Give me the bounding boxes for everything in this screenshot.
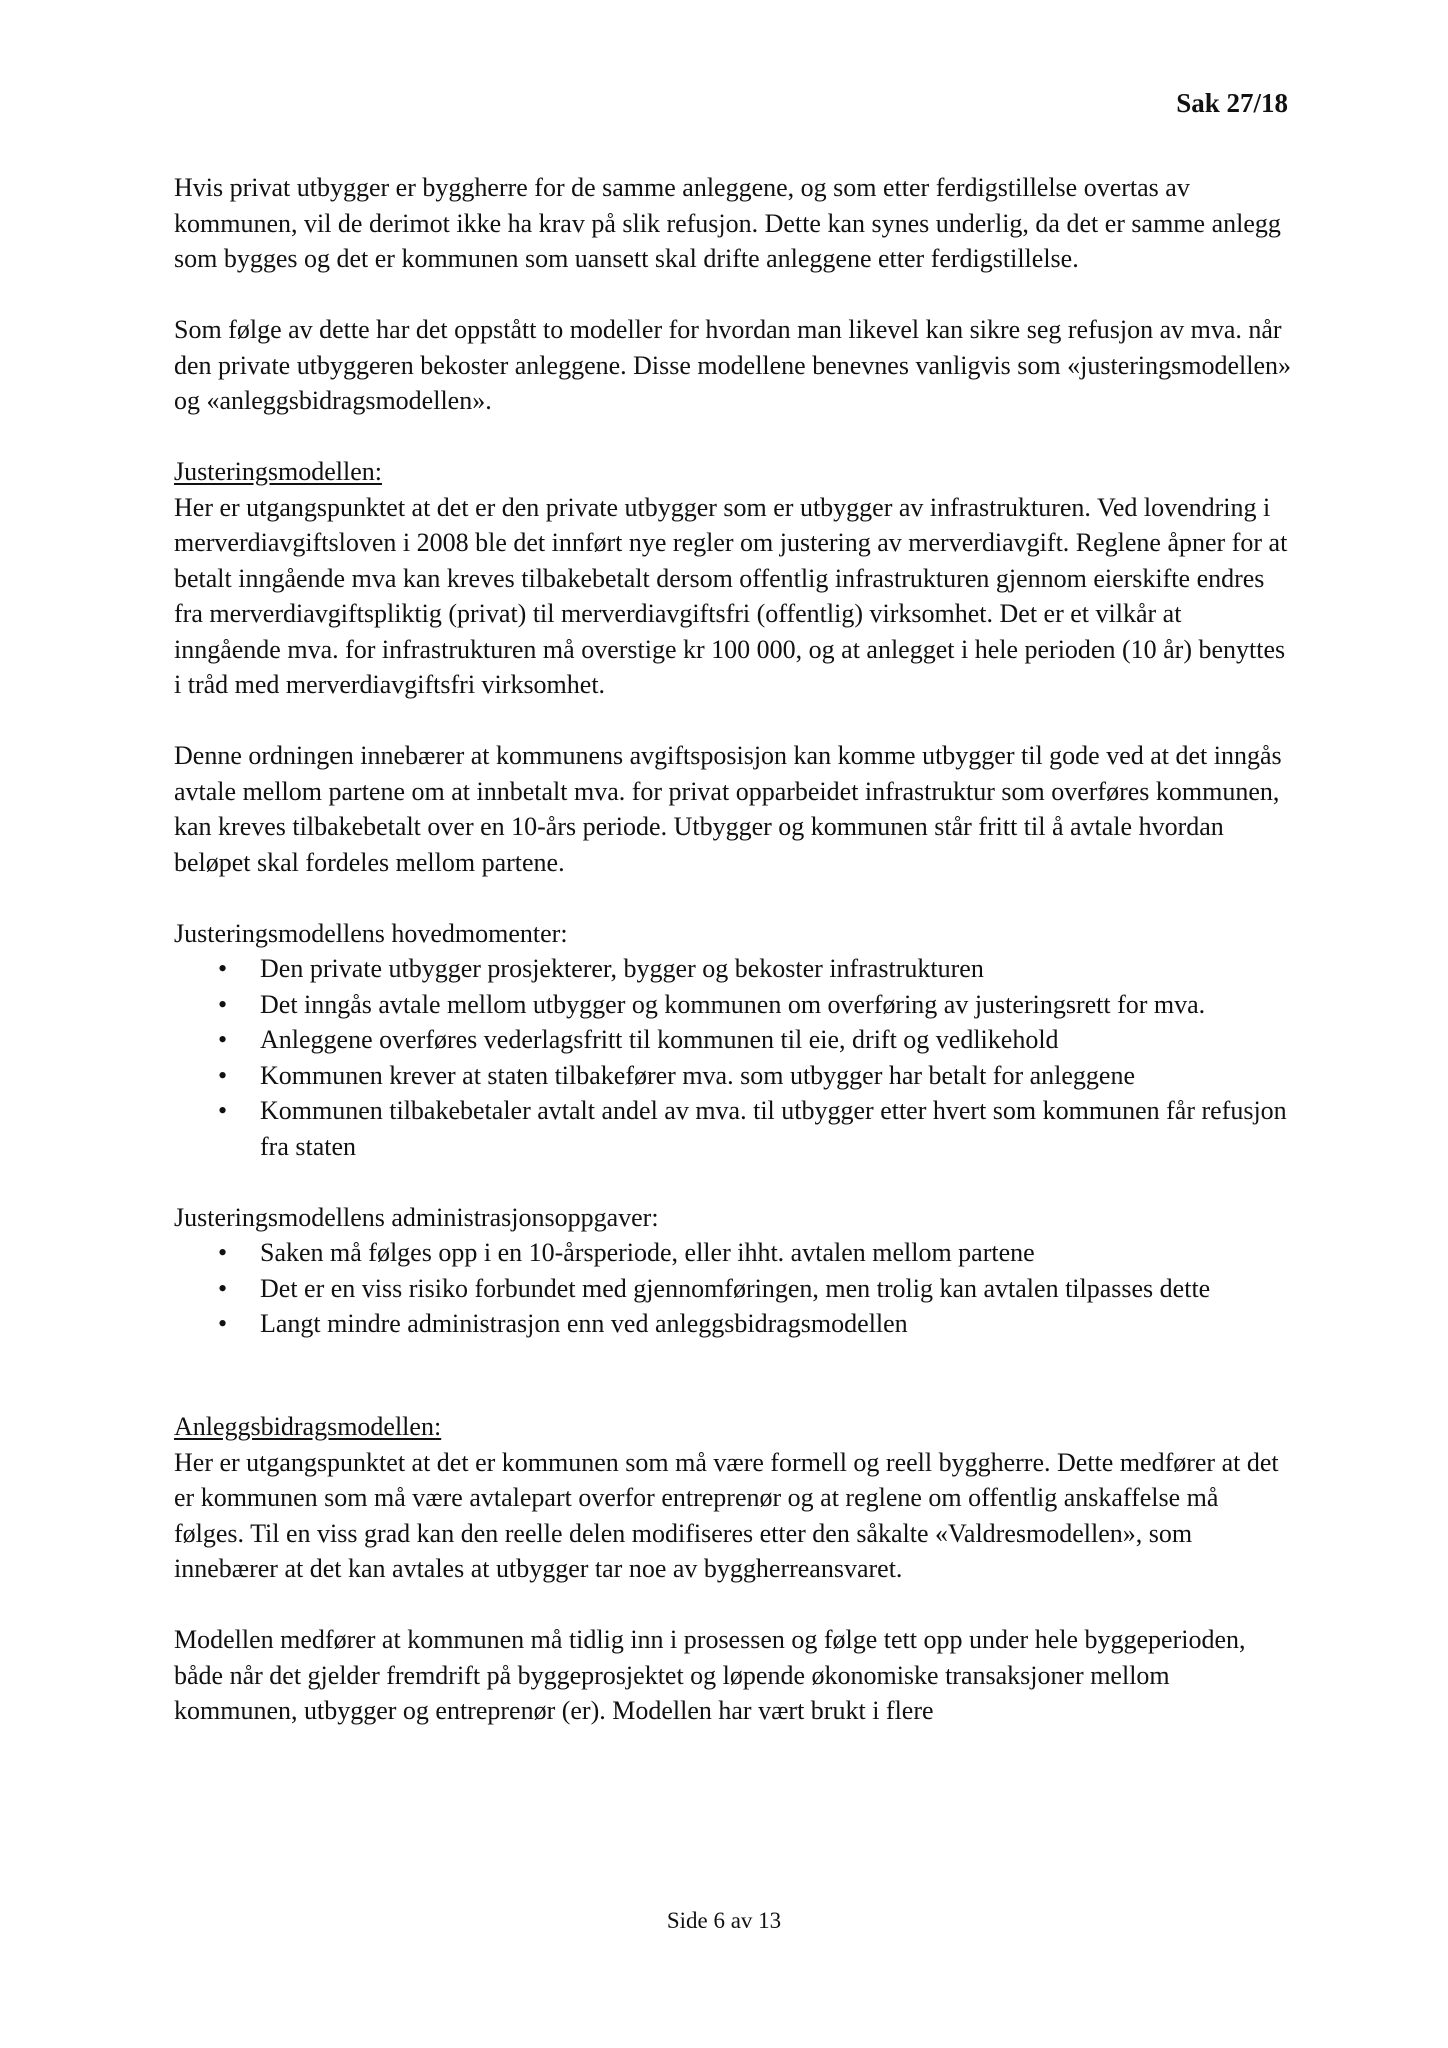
admin-heading: Justeringsmodellens administrasjonsoppgaver: (174, 1202, 659, 1232)
list-item: • Kommunen krever at staten tilbakefører mva. som utbygger har betalt for anleggene (260, 1058, 1294, 1094)
list-item: • Saken må følges opp i en 10-årsperiode, eller ihht. avtalen mellom partene (260, 1235, 1294, 1271)
document-body (174, 170, 1294, 1729)
section-title-anleggsbidrag: Anleggsbidragsmodellen: (174, 1412, 442, 1441)
main-points-list (174, 951, 1294, 1164)
admin-points-list (174, 1235, 1294, 1342)
anleggsbidrag-paragraph-1: Her er utgangspunktet at det er kommunen som må være formell og reell byggherre. Dette medfører at det er kommunen som må være avtalepart overfor entreprenør og at reglene om offentlig anskaffelse må følges. Til en viss grad kan den reelle delen modifiseres etter den såkalte «Valdresmodellen», som innebærer at det kan avtales at utbygger tar noe av byggherreansvaret. (174, 1447, 1279, 1583)
justering-paragraph-1: Her er utgangspunktet at det er den private utbygger som er utbygger av infrastrukturen. Ved lovendring i merverdiavgiftsloven i 2008 ble det innført nye regler om justering av merverdiavgift. Reglene åpner for at betalt inngående mva kan kreves tilbakebetalt dersom offentlig infrastrukturen gjennom eierskifte endres fra merverdiavgiftspliktig (privat) til merverdiavgiftsfri (offentlig) virksomhet. Det er et vilkår at inngående mva. for infrastrukturen må overstige kr 100 000, og at anlegget i hele perioden (10 år) benyttes i tråd med merverdiavgiftsfri virksomhet. (174, 492, 1288, 699)
list-item: • Den private utbygger prosjekterer, bygger og bekoster infrastrukturen (260, 951, 1294, 987)
justering-paragraph-2: Denne ordningen innebærer at kommunens avgiftsposisjon kan komme utbygger til gode ved at det inngås avtale mellom partene om at innbetalt mva. for privat opparbeidet infrastruktur som overføres kommunen, kan kreves tilbakebetalt over en 10-års periode. Utbygger og kommunen står fritt til å avtale hvordan beløpet skal fordeles mellom partene. (174, 741, 1282, 877)
list-item: • Kommunen tilbakebetaler avtalt andel av mva. til utbygger etter hvert som kommunen får refusjon fra staten (260, 1093, 1294, 1164)
main-points-heading: Justeringsmodellens hovedmomenter: (174, 918, 568, 948)
list-item: • Anleggene overføres vederlagsfritt til kommunen til eie, drift og vedlikehold (260, 1022, 1294, 1058)
anleggsbidrag-paragraph-2: Modellen medfører at kommunen må tidlig inn i prosessen og følge tett opp under hele byggeperioden, både når det gjelder fremdrift på byggeprosjektet og løpende økonomiske transaksjoner mellom kommunen, utbygger og entreprenør (er). Modellen har vært brukt i flere (174, 1625, 1246, 1725)
spacer (174, 1377, 1294, 1409)
section-title-justering: Justeringsmodellen: (174, 457, 382, 486)
list-item: • Langt mindre administrasjon enn ved anleggsbidragsmodellen (260, 1306, 1294, 1342)
list-item: • Det inngås avtale mellom utbygger og kommunen om overføring av justeringsrett for mva. (260, 987, 1294, 1023)
intro-paragraph-1: Hvis privat utbygger er byggherre for de samme anleggene, og som etter ferdigstillelse overtas av kommunen, vil de derimot ikke ha krav på slik refusjon. Dette kan synes underlig, da det er samme anlegg som bygges og det er kommunen som uansett skal drifte anleggene etter ferdigstillelse. (174, 173, 1281, 273)
case-number: Sak 27/18 (1176, 88, 1288, 118)
intro-paragraph-2: Som følge av dette har det oppstått to modeller for hvordan man likevel kan sikre seg refusjon av mva. når den private utbyggeren bekoster anleggene. Disse modellene benevnes vanligvis som «justeringsmodellen» og «anleggsbidragsmodellen». (174, 315, 1291, 415)
page-number: Side 6 av 13 (666, 1908, 782, 1933)
list-item: • Det er en viss risiko forbundet med gjennomføringen, men trolig kan avtalen tilpasses dette (260, 1271, 1294, 1307)
